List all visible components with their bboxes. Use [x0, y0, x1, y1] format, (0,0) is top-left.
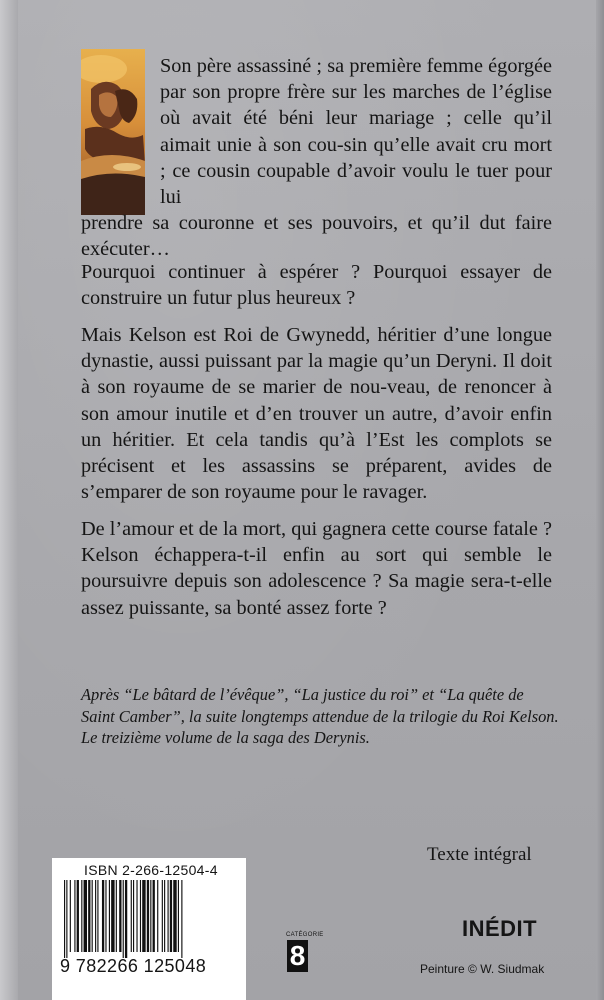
- barcode-bar: [157, 880, 158, 952]
- barcode-bar: [84, 880, 87, 952]
- barcode-bar: [125, 880, 127, 958]
- barcode-bar: [81, 880, 82, 952]
- barcode-bar: [64, 880, 65, 958]
- barcode-bar: [133, 880, 134, 952]
- barcode-bar: [178, 880, 179, 952]
- barcode-bar: [95, 880, 96, 952]
- categorie-label: CATÉGORIE: [286, 932, 324, 938]
- barcode-bar: [164, 880, 165, 952]
- barcode-bar: [181, 880, 182, 958]
- barcode-bar: [150, 880, 151, 952]
- categorie-badge: 8: [287, 940, 308, 972]
- barcode-bar: [170, 880, 172, 952]
- barcode-bar: [123, 880, 124, 958]
- barcode-bar: [102, 880, 104, 952]
- barcode-bar: [136, 880, 137, 952]
- barcode-bar: [66, 880, 67, 958]
- barcode-bar: [173, 880, 176, 952]
- ean-digits: 9 782266 125048: [60, 956, 207, 976]
- barcode-bar: [111, 880, 114, 952]
- isbn-number: ISBN 2-266-12504-4: [84, 862, 218, 878]
- barcode-bar: [140, 880, 141, 952]
- summary-paragraph-4: De l’amour et de la mort, qui gagnera cette course fatale ? Kelson échappera-t-il enfin au sort qui semble le poursuivre depuis son adolescence ? Sa magie sera-t-elle assez puissante, sa bonté assez forte ?: [81, 518, 552, 619]
- barcode-bar: [77, 880, 79, 952]
- barcode-bar: [105, 880, 106, 952]
- summary-paragraph-1-continued: prendre sa couronne et ses pouvoirs, et qu’il dut faire exécuter…: [81, 212, 552, 261]
- inedit-label: INÉDIT: [462, 916, 538, 941]
- barcode-bar: [92, 880, 93, 952]
- summary-paragraph-3: Mais Kelson est Roi de Gwynedd, héritier d’une longue dynastie, aussi puissant par la magie qu’un Deryni. Il doit à son royaume de se marier de nou-veau, de renoncer à son amour inutile et d’en trouver un autre, d’avoir enfin un héritier. Et cela tandis qu’à l’Est les complots se précisent et les assassins se préparent, avides de s’emparer de son royaume pour le ravager.: [81, 324, 552, 504]
- barcode-bar: [74, 880, 75, 952]
- barcode-bar: [147, 880, 149, 952]
- summary-paragraph-1: Son père assassiné ; sa première femme égorgée par son propre frère sur les marches de l’église où avait été béni leur mariage ; celle qu’il aimait unie à son cou-sin qu’elle avait cru mort ; ce cousin coupable d’avoir voulu le tuer pour lui: [160, 55, 552, 209]
- spine-edge: [0, 0, 18, 1000]
- painting-credit: Peinture © W. Siudmak: [420, 962, 545, 976]
- barcode-bar: [97, 880, 98, 952]
- series-intro: Après “Le bâtard de l’évêque”, “La justice du roi” et “La quête de Saint Camber”, la suite longtemps attendue de la trilogie du Roi Kelson. Le treizième volume de la saga des Derynis.: [81, 685, 559, 747]
- cover-painting-thumbnail: [81, 49, 145, 215]
- barcode-bar: [131, 880, 132, 952]
- barcode-bar: [109, 880, 110, 952]
- right-edge: [596, 0, 604, 1000]
- barcode-bar: [119, 880, 121, 952]
- barcode: [62, 880, 238, 958]
- barcode-bar: [162, 880, 163, 952]
- barcode-bar: [153, 880, 155, 952]
- barcode-bar: [116, 880, 117, 952]
- summary-paragraph-2: Pourquoi continuer à espérer ? Pourquoi essayer de construire un futur plus heureux ?: [81, 261, 552, 310]
- texte-integral-label: Texte intégral: [427, 844, 532, 865]
- barcode-bar: [142, 880, 145, 952]
- barcode-bar: [88, 880, 90, 952]
- barcode-bar: [168, 880, 169, 952]
- barcode-bar: [70, 880, 71, 952]
